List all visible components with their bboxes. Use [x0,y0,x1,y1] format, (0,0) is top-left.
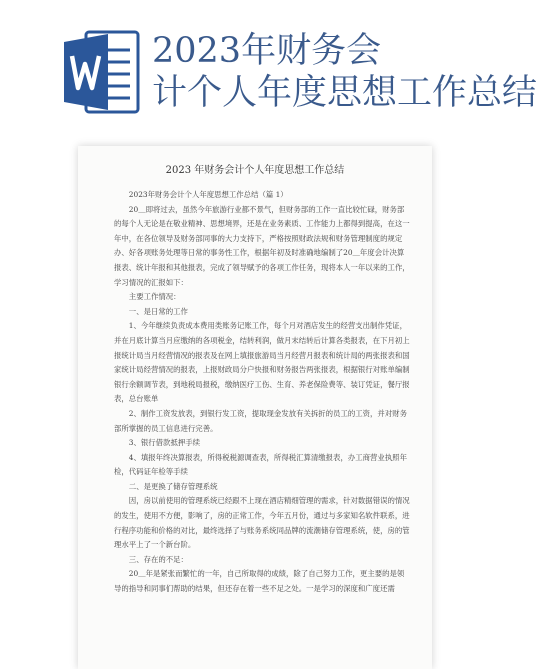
paragraph: 主要工作情况： [128,292,181,302]
paragraph: 3、银行借款抵押手续 [128,438,201,448]
document-subtitle: 2023年财务会计个人年度思想工作总结（篇 1） [128,190,288,199]
section-heading: 一、是日常的工作 [128,306,188,316]
paragraph: 1、今年继续负责成本费用类账务记账工作，每个月对酒店发生的经营支出制作凭证，并在月底计算当月应缴纳的各项税金，结转利润，做月末结转后计算各类报表，在下月初上报统计局当月经营情况的报表及在网上填报旅游局当月经营月报表和统计局的两张报表和国家统计局经营情况的报表，上报财政局分户快报和财务报告两张报表，根据银行对账单编制银行余额调节表，到地税局报税，缴纳医疗工伤、生育、养老保险费等、装订凭证，餐厅报表，总台账单 [114,321,410,404]
banner-title-line-2: 计个人年度思想工作总结 [152,73,537,113]
document-title: 2023 年财务会计个人年度思想工作总结 [165,165,345,176]
paragraph: 因，房以前使用的管理系统已经跟不上现在酒店精细管理的需求，针对数据错误的情况的发生，使用不方便，影响了，房的正常工作，今年五月份，通过与多家知名软件联系，进行程序功能和价格的对比，最终选择了与账务系统同品牌的流潮储存管理系统，使，房的管理水平上了一个新台阶。 [114,496,410,550]
paragraph: 2、制作工资发放表，到银行发工资，提取现金发放有关拆折的员工的工资，并对财务部所掌握的员工信息进行完善。 [114,408,407,433]
paragraph: 4、填报年终决算报表，所得税税源调查表，所得税汇算清缴报表，办工商营业执照年检，代码证年检等手续 [114,452,407,477]
section-heading: 三、存在的不足： [128,554,188,564]
banner-title [152,30,537,114]
banner-title-line-1: 2023年财务会 [152,31,382,71]
word-document-icon [62,28,140,116]
document-body [114,188,410,597]
header-banner [0,0,537,130]
document-page [78,146,432,669]
paragraph: 20＿年是紧张而繁忙的一年，自己所取得的成绩，除了自己努力工作，更主要的是领导的指导和同事们帮助的结果，但还存在着一些不足之处。一是学习的深度和广度还需 [114,569,405,594]
section-heading: 二、是更换了储存管理系统 [128,481,218,491]
paragraph: 20＿即将过去，虽然今年旅游行业都不景气，但财务部的工作一直比较忙碌，财务部的每个人无论是在敬业精神、思想境界，还是在业务素质、工作能力上都得到提高，在这一年中，在各位领导及财务部同事的大力支持下，严格按照财政法规和财务管理制度的规定办、好各项账务处理等日常的事务性工作，根据年初及时准确地编制了20＿年度会计决算报表、统计年报和其他报表，完成了领导赋予的各项工作任务，现将本人一年以来的工作，学习情况的汇报如下： [114,204,410,287]
